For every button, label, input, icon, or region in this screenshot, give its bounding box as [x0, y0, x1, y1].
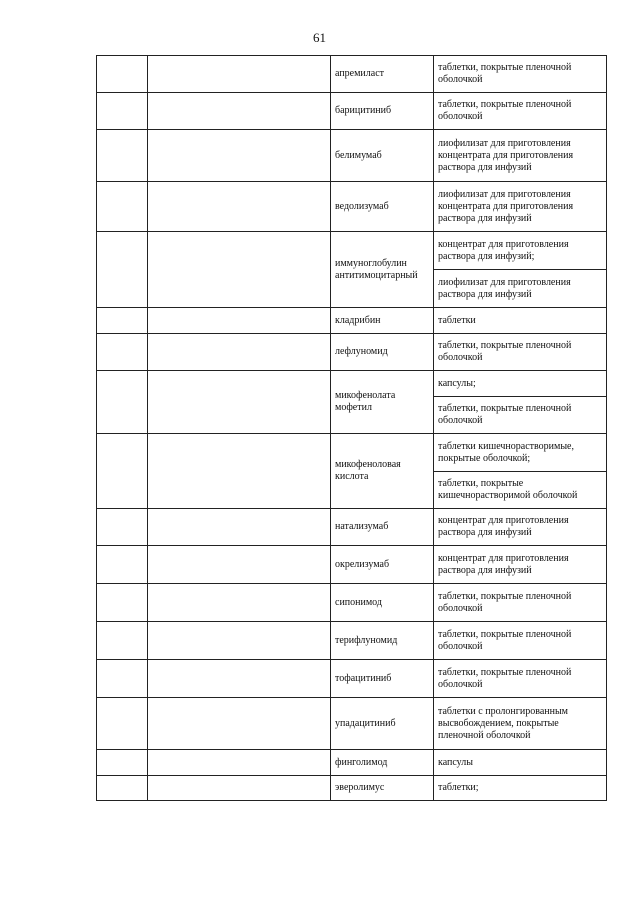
- table-row: [97, 182, 607, 232]
- table-row: [97, 130, 607, 182]
- dosage-form-cell: таблетки кишечнорастворимые, покрытые оболочкой;: [434, 434, 607, 472]
- dosage-form-cell: таблетки, покрытые пленочной оболочкой: [434, 660, 607, 698]
- group-cell: [148, 182, 331, 232]
- dosage-form-cell: таблетки, покрытые пленочной оболочкой: [434, 397, 607, 434]
- drug-name-cell: барицитиниб: [331, 93, 434, 130]
- atc-code-cell: [97, 660, 148, 698]
- dosage-form-cell: концентрат для приготовления раствора для инфузий;: [434, 232, 607, 270]
- drug-name-cell: сипонимод: [331, 584, 434, 622]
- atc-code-cell: [97, 334, 148, 371]
- table-row: [97, 750, 607, 776]
- group-cell: [148, 776, 331, 801]
- dosage-form-cell: капсулы: [434, 750, 607, 776]
- group-cell: [148, 371, 331, 434]
- table-row: [97, 232, 607, 270]
- atc-code-cell: [97, 232, 148, 308]
- table-row: [97, 308, 607, 334]
- dosage-form-cell: таблетки, покрытые пленочной оболочкой: [434, 622, 607, 660]
- table-row: [97, 509, 607, 546]
- dosage-form-cell: таблетки;: [434, 776, 607, 801]
- atc-code-cell: [97, 622, 148, 660]
- group-cell: [148, 660, 331, 698]
- dosage-form-cell: концентрат для приготовления раствора для инфузий: [434, 509, 607, 546]
- table-row: [97, 776, 607, 801]
- table-row: [97, 334, 607, 371]
- table-row: [97, 660, 607, 698]
- drug-name-cell: тофацитиниб: [331, 660, 434, 698]
- table-row: [97, 371, 607, 397]
- atc-code-cell: [97, 56, 148, 93]
- dosage-form-cell: таблетки, покрытые кишечнорастворимой оболочкой: [434, 472, 607, 509]
- atc-code-cell: [97, 698, 148, 750]
- table-row: [97, 698, 607, 750]
- table-row: [97, 434, 607, 472]
- drug-name-cell: окрелизумаб: [331, 546, 434, 584]
- group-cell: [148, 750, 331, 776]
- group-cell: [148, 308, 331, 334]
- drug-name-cell: терифлуномид: [331, 622, 434, 660]
- atc-code-cell: [97, 750, 148, 776]
- group-cell: [148, 584, 331, 622]
- group-cell: [148, 698, 331, 750]
- dosage-form-cell: таблетки, покрытые пленочной оболочкой: [434, 334, 607, 371]
- dosage-form-cell: лиофилизат для приготовления концентрата для приготовления раствора для инфузий: [434, 182, 607, 232]
- table-row: [97, 93, 607, 130]
- dosage-form-cell: таблетки: [434, 308, 607, 334]
- drug-name-cell: финголимод: [331, 750, 434, 776]
- table-row: [97, 584, 607, 622]
- table-row: [97, 56, 607, 93]
- page-number: 61: [313, 30, 326, 45]
- drug-name-cell: ведолизумаб: [331, 182, 434, 232]
- group-cell: [148, 56, 331, 93]
- atc-code-cell: [97, 546, 148, 584]
- drug-name-cell: натализумаб: [331, 509, 434, 546]
- drug-table: [96, 55, 607, 801]
- dosage-form-cell: лиофилизат для приготовления раствора для инфузий: [434, 270, 607, 308]
- group-cell: [148, 93, 331, 130]
- dosage-form-cell: капсулы;: [434, 371, 607, 397]
- atc-code-cell: [97, 182, 148, 232]
- group-cell: [148, 334, 331, 371]
- atc-code-cell: [97, 93, 148, 130]
- drug-name-cell: иммуноглобулин антитимоцитарный: [331, 232, 434, 308]
- drug-name-cell: апремиласт: [331, 56, 434, 93]
- atc-code-cell: [97, 434, 148, 509]
- dosage-form-cell: таблетки, покрытые пленочной оболочкой: [434, 93, 607, 130]
- drug-name-cell: микофеноловая кислота: [331, 434, 434, 509]
- drug-name-cell: лефлуномид: [331, 334, 434, 371]
- dosage-form-cell: таблетки, покрытые пленочной оболочкой: [434, 584, 607, 622]
- dosage-form-cell: таблетки, покрытые пленочной оболочкой: [434, 56, 607, 93]
- table-body: [97, 56, 607, 801]
- table-row: [97, 622, 607, 660]
- drug-name-cell: кладрибин: [331, 308, 434, 334]
- atc-code-cell: [97, 308, 148, 334]
- drug-name-cell: белимумаб: [331, 130, 434, 182]
- group-cell: [148, 232, 331, 308]
- atc-code-cell: [97, 371, 148, 434]
- dosage-form-cell: концентрат для приготовления раствора для инфузий: [434, 546, 607, 584]
- atc-code-cell: [97, 130, 148, 182]
- dosage-form-cell: таблетки с пролонгированным высвобождением, покрытые пленочной оболочкой: [434, 698, 607, 750]
- drug-name-cell: микофенолата мофетил: [331, 371, 434, 434]
- group-cell: [148, 130, 331, 182]
- group-cell: [148, 546, 331, 584]
- group-cell: [148, 622, 331, 660]
- group-cell: [148, 509, 331, 546]
- group-cell: [148, 434, 331, 509]
- atc-code-cell: [97, 584, 148, 622]
- atc-code-cell: [97, 509, 148, 546]
- atc-code-cell: [97, 776, 148, 801]
- drug-name-cell: упадацитиниб: [331, 698, 434, 750]
- table-row: [97, 546, 607, 584]
- dosage-form-cell: лиофилизат для приготовления концентрата для приготовления раствора для инфузий: [434, 130, 607, 182]
- drug-name-cell: эверолимус: [331, 776, 434, 801]
